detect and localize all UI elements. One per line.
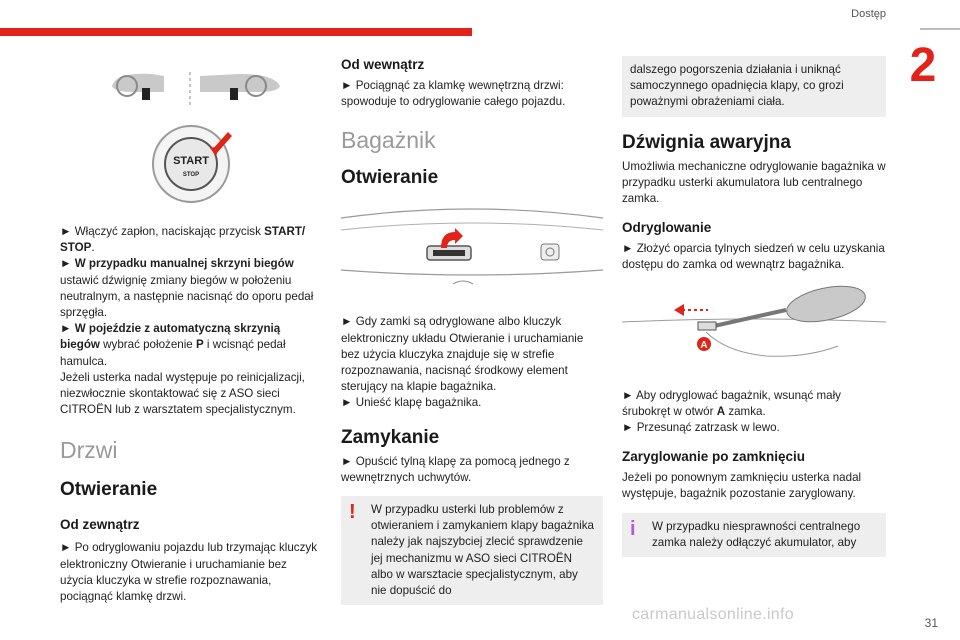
heading-od-zewnatrz: Od zewnątrz: [60, 517, 140, 533]
para-close-tailgate: ► Opuścić tylną klapę za pomocą jednego z wewnętrznych uchwytów.: [341, 454, 570, 484]
warning-text: W przypadku usterki lub problemów z otwieraniem i zamykaniem klapy bagażnika należy jak najszybciej zlecić sprawdzenie jej mechanizmu w ASO sieci CITROËN albo w warsztacie specjalistycznym, aby nie dopuścić do: [371, 503, 594, 598]
para-outside-open: ► Po odryglowaniu pojazdu lub trzymając kluczyk elektroniczny Otwieranie i uruchamianie bez użycia kluczyka w strefie rozpoznawania, pociągnąć klamkę drzwi.: [60, 541, 317, 604]
column-2: [341, 56, 603, 605]
heading-dzwignia-awaryjna: Dźwignia awaryjna: [622, 131, 791, 153]
warning-continuation-box: dalszego pogorszenia działania i uniknąć samoczynnego opadnięcia klapy, co grozi poważnymi obrażeniami ciała.: [622, 56, 886, 117]
heading-otwieranie-bagaznik: Otwieranie: [341, 167, 439, 189]
start-label: START: [173, 155, 209, 167]
para-fault-persists: Jeżeli usterka nadal występuje po reinicjalizacji, niezwłocznie skontaktować się z ASO sieci CITROËN lub z warsztatem specjalistycznym.: [60, 370, 305, 417]
info-text: W przypadku niesprawności centralnego zamka należy odłączyć akumulator, aby: [652, 519, 861, 549]
start-stop-button-illustration: [60, 120, 322, 206]
para-insert-screwdriver: ► Aby odryglować bagażnik, wsunąć mały śrubokręt w otwór A zamka.: [622, 388, 841, 418]
tailgate-handle-illustration: [341, 200, 603, 306]
para-inside-open: ► Pociągnąć za klamkę wewnętrzną drzwi: spowoduje to odryglowanie całego pojazdu.: [341, 79, 566, 109]
para-auto-gearbox: ► W pojeździe z automatyczną skrzynią biegów wybrać położenie P i wcisnąć pedał hamulca.: [60, 322, 286, 368]
header-divider: [920, 28, 960, 30]
heading-zamykanie: Zamykanie: [341, 426, 440, 448]
column-1: [60, 56, 322, 605]
para-start-ignition: ► Włączyć zapłon, naciskając przycisk START/ STOP.: [60, 225, 306, 255]
info-box: [622, 513, 886, 557]
chapter-number: 2: [909, 39, 937, 92]
page-number: 31: [924, 616, 938, 630]
heading-otwieranie-drzwi: Otwieranie: [60, 479, 158, 501]
para-lift-tailgate: ► Unieść klapę bagażnika.: [341, 396, 482, 410]
key-in-reader-illustration: [60, 56, 322, 114]
heading-bagaznik: Bagażnik: [341, 127, 436, 154]
warning-box: [341, 496, 603, 605]
heading-od-wewnatrz: Od wewnątrz: [341, 57, 425, 72]
para-slide-latch: ► Przesunąć zatrzask w lewo.: [622, 421, 780, 435]
column-3: [622, 56, 886, 557]
para-open-tailgate: ► Gdy zamki są odryglowane albo kluczyk elektroniczny układu Otwieranie i uruchamianie bez użycia kluczyka znajduje się w strefie rozpoznawania, nacisnąć środkowy element sterujący na klapie bagażnika.: [341, 315, 584, 394]
stop-label: STOP: [182, 172, 200, 178]
watermark: carmanualsonline.info: [632, 606, 794, 623]
para-manual-gearbox: ► W przypadku manualnej skrzyni biegów ustawić dźwignię zmiany biegów w położeniu neutralnym, a następnie nacisnąć do oporu pedał sprzęgła.: [60, 257, 314, 320]
warning-icon: !: [349, 501, 356, 524]
para-locked-after-close: Jeżeli po ponownym zamknięciu usterka nadal występuje, bagażnik pozostanie zaryglowany.: [622, 471, 862, 501]
para-fold-seats: ► Złożyć oparcia tylnych siedzeń w celu uzyskania dostępu do zamka od wewnątrz bagażnika.: [622, 242, 885, 272]
para-emergency-lever: Umożliwia mechaniczne odryglowanie bagażnika w przypadku usterki akumulatora lub centralnego zamka.: [622, 159, 886, 206]
figure-label-a: A: [700, 339, 708, 351]
info-icon: i: [630, 517, 636, 540]
heading-drzwi: Drzwi: [60, 437, 118, 464]
heading-zaryglowanie: Zaryglowanie po zamknięciu: [622, 449, 806, 465]
section-title: Dostęp: [851, 8, 886, 20]
screwdriver-illustration: [622, 284, 886, 374]
header-accent-bar: [0, 28, 472, 36]
heading-odryglowanie: Odryglowanie: [622, 220, 712, 236]
